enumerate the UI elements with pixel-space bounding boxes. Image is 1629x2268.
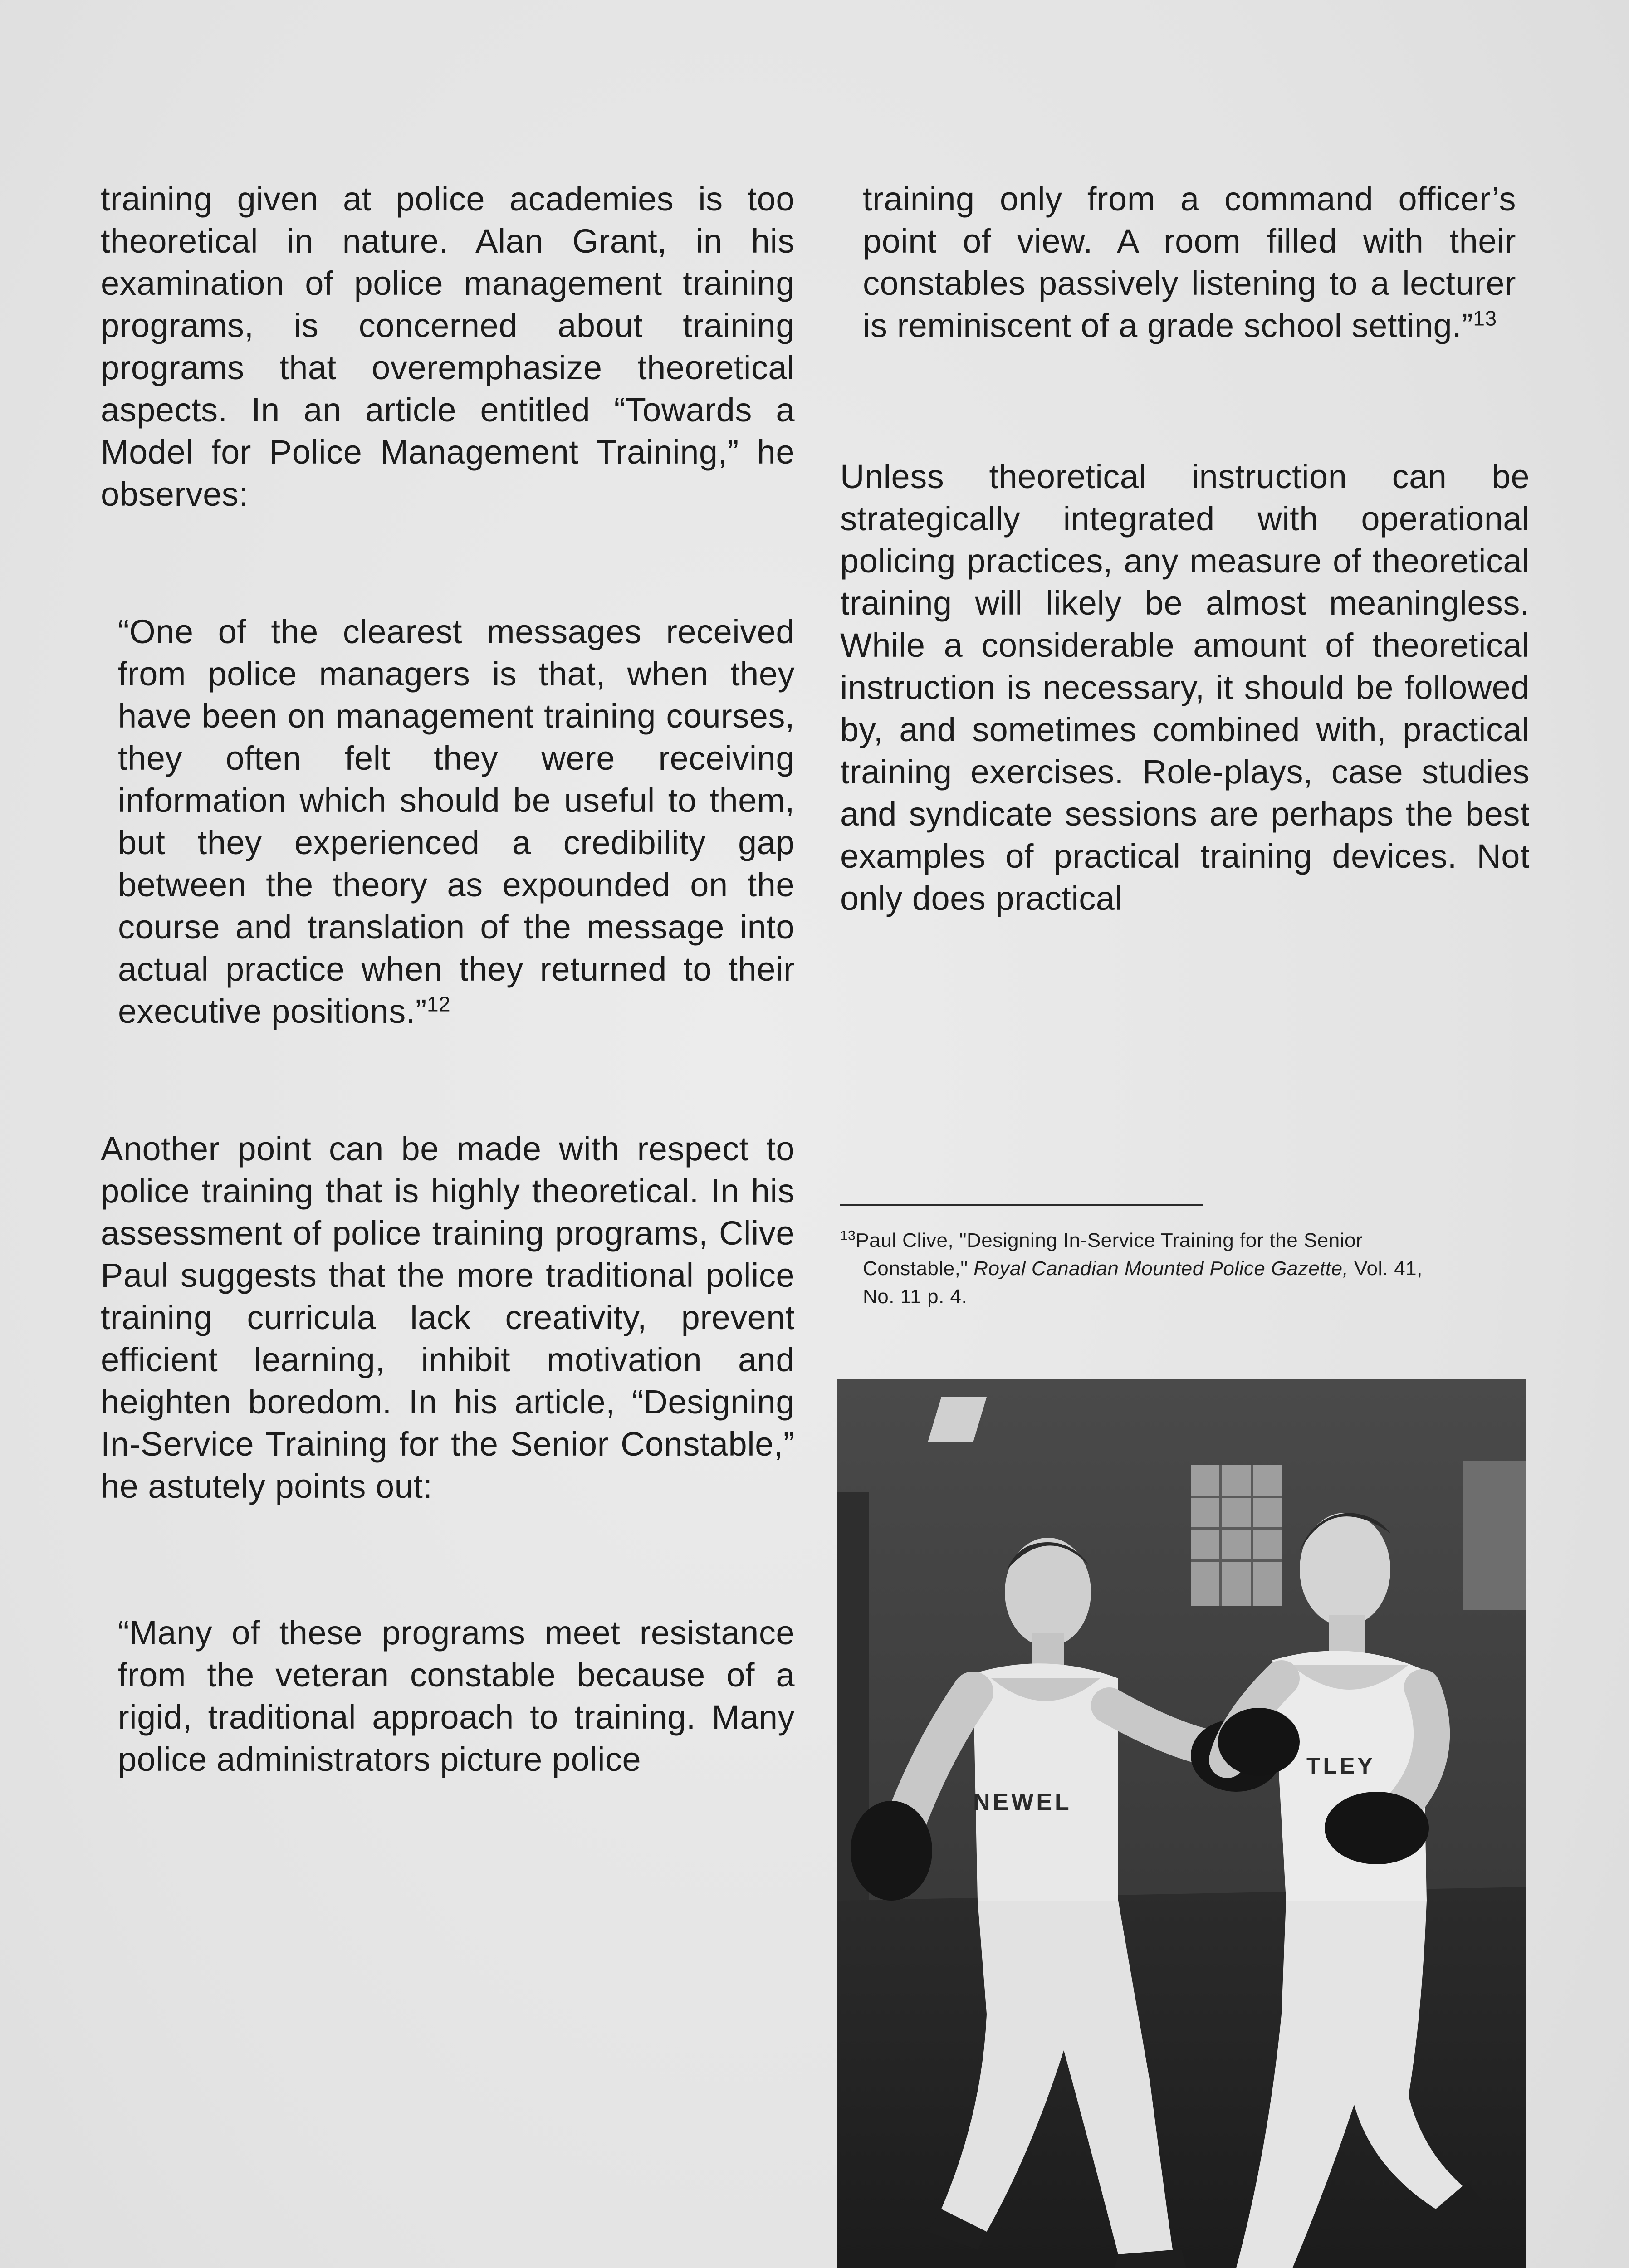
footnote-ref-12: 12 bbox=[426, 992, 451, 1016]
quote-grant-text: “One of the clearest messages received from police managers is that, when they have been on management training courses, they often felt they were receiving information which should be useful to them, but they experienced a credibility gap between the theory as expounded on the course and translation of the message into actual practice when they returned to their executive positions.” bbox=[118, 613, 795, 1030]
body-paragraph-2: Another point can be made with respect to police training that is highly theoretical. In his assessment of police training programs, Clive Paul suggests that the more traditional police training curricula lack creativity, prevent efficient learning, inhibit motivation and heighten boredom. In his article, “Designing In-Service Training for the Senior Constable,” he astutely points out: bbox=[101, 1130, 795, 1505]
glove-right-1 bbox=[1218, 1708, 1300, 1776]
left-column bbox=[101, 178, 795, 1780]
glove-right-2 bbox=[1325, 1792, 1429, 1864]
block-quote-paul: “Many of these programs meet resistance from the veteran constable because of a rigid, traditional approach to training. Many police administrators picture police bbox=[118, 1614, 795, 1778]
boxing-photo bbox=[837, 1379, 1526, 2268]
body-paragraph-3: Unless theoretical instruction can be strategically integrated with operational policing practices, any measure of theoretical training will likely be almost meaningless. While a considerable amount of theoretical instruction is necessary, it should be followed by, and sometimes combined with, practical training exercises. Role-plays, case studies and syndicate sessions are perhaps the best examples of practical training devices. Not only does practical bbox=[840, 458, 1530, 917]
footnote-13-line-a: Paul Clive, "Designing In-Service Training for the Senior bbox=[856, 1229, 1363, 1251]
footnote-13-number: 13 bbox=[840, 1228, 856, 1243]
footnote-13-line-b-pre: Constable," bbox=[863, 1257, 974, 1280]
glove-left-1 bbox=[851, 1801, 932, 1901]
footnote-13-line-b-post: Vol. 41, bbox=[1348, 1257, 1423, 1280]
boxing-photo-illustration bbox=[837, 1379, 1526, 2268]
block-quote-paul-continued bbox=[840, 178, 1530, 347]
footnote-ref-13: 13 bbox=[1473, 306, 1497, 330]
block-quote-grant bbox=[101, 611, 795, 1032]
shirt-text-right: TLEY bbox=[1306, 1753, 1375, 1779]
footnote-13 bbox=[840, 1204, 1530, 1311]
footnote-13-text bbox=[840, 1227, 1530, 1311]
footnote-rule-right bbox=[840, 1204, 1203, 1206]
body-paragraph-1: training given at police academies is too theoretical in nature. Alan Grant, in his examination of police management training programs, is concerned about training programs that overemphasize theoretical aspects. In an article entitled “Towards a Model for Police Management Training,” he observes: bbox=[101, 180, 795, 513]
right-column bbox=[840, 178, 1530, 919]
shirt-text-left: NEWEL bbox=[973, 1789, 1072, 1815]
quote-paul-cont-text: training only from a command officer’s point of view. A room filled with their constables passively listening to a lecturer is reminiscent of a grade school setting.” bbox=[863, 180, 1516, 344]
footnote-13-journal: Royal Canadian Mounted Police Gazette, bbox=[973, 1257, 1349, 1280]
gym-window bbox=[1191, 1465, 1282, 1606]
footnote-13-line-c: No. 11 p. 4. bbox=[863, 1286, 968, 1308]
